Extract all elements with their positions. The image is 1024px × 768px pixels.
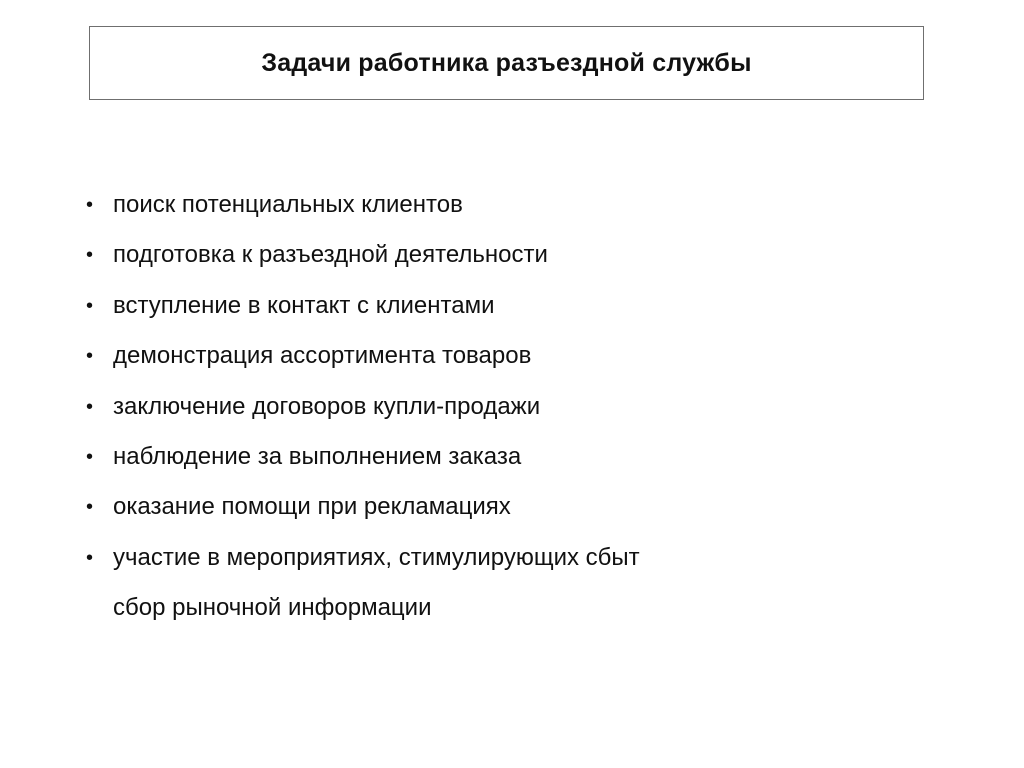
list-item xyxy=(86,541,986,591)
list-item xyxy=(86,289,986,339)
list-item-text: наблюдение за выполнением заказа xyxy=(113,442,522,470)
list-item-text: оказание помощи при рекламациях xyxy=(113,493,511,521)
list-item xyxy=(86,238,986,288)
bullet-icon: • xyxy=(86,345,94,368)
list-item-text: поиск потенциальных клиентов xyxy=(113,191,463,218)
slide-title: Задачи работника разъездной службы xyxy=(261,48,752,77)
bullet-icon: • xyxy=(86,244,94,267)
bullet-icon: • xyxy=(86,194,94,216)
list-item xyxy=(86,188,986,238)
list-item-text: вступление в контакт с клиентами xyxy=(113,291,495,319)
list-item xyxy=(86,440,986,490)
tasks-list xyxy=(86,188,986,591)
bullet-icon: • xyxy=(86,445,94,468)
list-item-text: подготовка к разъездной деятельности xyxy=(113,241,548,269)
list-item-text: заключение договоров купли-продажи xyxy=(113,392,541,420)
title-box xyxy=(89,26,924,100)
bullet-icon: • xyxy=(86,294,94,317)
bullet-icon: • xyxy=(86,395,94,418)
list-item-text: демонстрация ассортимента товаров xyxy=(113,342,532,370)
list-item-text: участие в мероприятиях, стимулирующих сбыт xyxy=(113,543,640,571)
list-item xyxy=(86,390,986,440)
list-item xyxy=(86,490,986,540)
continuation-line: сбор рыночной информации xyxy=(113,594,432,621)
list-item xyxy=(86,339,986,389)
bullet-icon: • xyxy=(86,496,94,519)
bullet-icon: • xyxy=(86,546,94,569)
